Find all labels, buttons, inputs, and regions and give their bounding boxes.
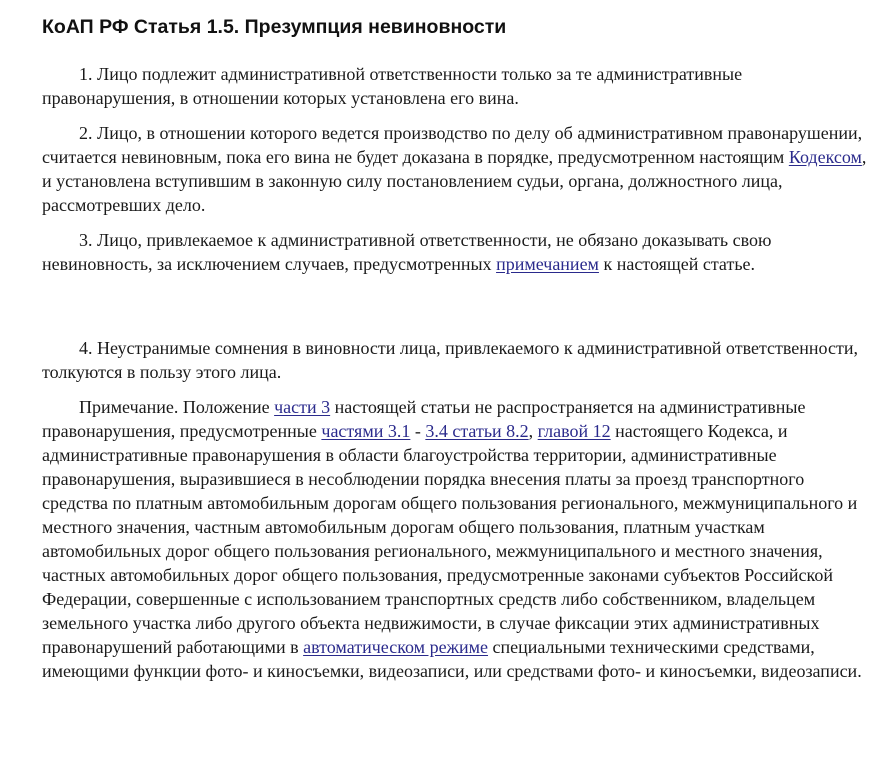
note-text-2: настоящей статьи не распространяется на административные правонарушения, предусмотренные (42, 397, 806, 441)
paragraph-1 (42, 62, 870, 110)
codex-link[interactable]: Кодексом (788, 147, 862, 167)
chapter-12-link[interactable]: главой 12 (537, 421, 611, 441)
parts-3-1-link[interactable]: частями 3.1 (321, 421, 411, 441)
paragraph-2-text-before: 2. Лицо, в отношении которого ведется производство по делу об административном правонарушении, считается невиновным, пока его вина не будет доказана в порядке, предусмотренном настоящим (42, 123, 863, 167)
paragraph-3-text-before: 3. Лицо, привлекаемое к административной ответственности, не обязано доказывать свою невиновность, за исключением случаев, предусмотренных (42, 230, 772, 274)
paragraph-4 (42, 336, 870, 384)
paragraph-1-text: 1. Лицо подлежит административной ответственности только за те административные правонарушения, в отношении которых установлена его вина. (42, 64, 743, 108)
note-paragraph (42, 395, 870, 683)
page-title: КоАП РФ Статья 1.5. Презумпция невиновности (42, 16, 507, 38)
note-link[interactable]: примечанием (496, 254, 599, 274)
paragraph-3 (42, 228, 870, 276)
note-text-5: настоящего Кодекса, и административные правонарушения в области благоустройства территории, административные правонарушения, выразившиеся в несоблюдении порядка внесения платы за проезд транспортного средства по платным автомобильным дорогам общего пользования регионального, межмуниципального и местного значения, частным автомобильным дорогам общего пользования, платным участкам автомобильных дорог общего пользования регионального, межмуниципального и местного значения, частных автомобильных дорог общего пользования, предусмотренные законами субъектов Российской Федерации, совершенные с использованием транспортных средств либо собственником, владельцем земельного участка либо другого объекта недвижимости, в случае фиксации этих административных правонарушений работающими в (42, 421, 858, 657)
paragraph-2 (42, 121, 870, 217)
article-8-2-link[interactable]: 3.4 статьи 8.2 (425, 421, 529, 441)
note-text-6: специальными техническими средствами, имеющими функции фото- и киносъемки, видеозаписи, или средствами фото- и киносъемки, видеозаписи. (42, 637, 862, 681)
note-text-1: Примечание. Положение (79, 397, 275, 417)
paragraph-3-text-after: к настоящей статье. (598, 254, 756, 274)
note-text-4: , (528, 421, 538, 441)
note-text-3: - (410, 421, 426, 441)
paragraph-4-text: 4. Неустранимые сомнения в виновности лица, привлекаемого к административной ответственности, толкуются в пользу этого лица. (42, 338, 858, 382)
part-3-link[interactable]: части 3 (274, 397, 331, 417)
paragraph-2-text-after: , и установлена вступившим в законную силу постановлением судьи, органа, должностного лица, рассмотревших дело. (42, 147, 867, 215)
automatic-mode-link[interactable]: автоматическом режиме (303, 637, 489, 657)
